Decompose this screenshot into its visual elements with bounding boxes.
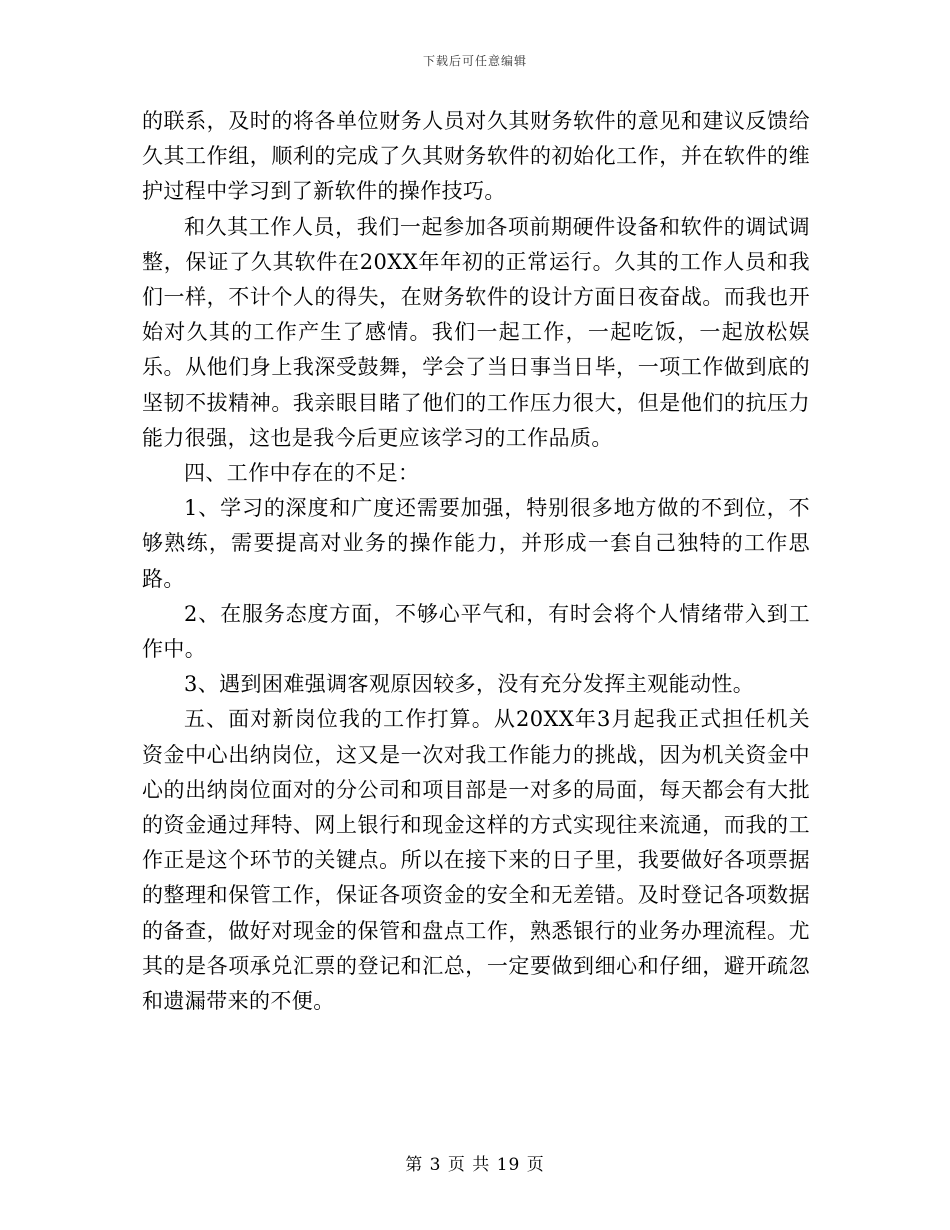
document-body — [142, 104, 810, 1019]
section-heading-shortcomings: 四、工作中存在的不足： — [184, 461, 420, 486]
list-item-3: 3、遇到困难强调客观原因较多，没有充分发挥主观能动性。 — [184, 672, 755, 697]
paragraph-continuation: 的联系，及时的将各单位财务人员对久其财务软件的意见和建议反馈给久其工作组，顺利的完成了久其财务软件的初始化工作，并在软件的维护过程中学习到了新软件的操作技巧。 — [142, 109, 810, 204]
section-new-position-plan: 五、面对新岗位我的工作打算。从20XX年3月起我正式担任机关资金中心出纳岗位，这又是一次对我工作能力的挑战，因为机关资金中心的出纳岗位面对的分公司和项目部是一对多的局面，每天都会有大批的资金通过拜特、网上银行和现金这样的方式实现往来流通，而我的工作正是这个环节的关键点。所以在接下来的日子里，我要做好各项票据的整理和保管工作，保证各项资金的安全和无差错。及时登记各项数据的备查，做好对现金的保管和盘点工作，熟悉银行的业务办理流程。尤其的是各项承兑汇票的登记和汇总，一定要做到细心和仔细，避开疏忽和遗漏带来的不便。 — [142, 707, 810, 1014]
list-item-2: 2、在服务态度方面，不够心平气和，有时会将个人情绪带入到工作中。 — [142, 601, 810, 662]
paragraph-jiuqi-staff: 和久其工作人员，我们一起参加各项前期硬件设备和软件的调试调整，保证了久其软件在20XX年年初的正常运行。久其的工作人员和我们一样，不计个人的得失，在财务软件的设计方面日夜奋战。而我也开始对久其的工作产生了感情。我们一起工作，一起吃饭，一起放松娱乐。从他们身上我深受鼓舞，学会了当日事当日毕，一项工作做到底的坚韧不拔精神。我亲眼目睹了他们的工作压力很大，但是他们的抗压力能力很强，这也是我今后更应该学习的工作品质。 — [142, 214, 810, 450]
page-header: 下载后可任意编辑 — [422, 54, 527, 68]
page-number: 第 3 页 共 19 页 — [405, 1155, 545, 1175]
list-item-1: 1、学习的深度和广度还需要加强，特别很多地方做的不到位，不够熟练，需要提高对业务的操作能力，并形成一套自己独特的工作思路。 — [142, 496, 810, 591]
page-footer — [0, 1150, 950, 1175]
